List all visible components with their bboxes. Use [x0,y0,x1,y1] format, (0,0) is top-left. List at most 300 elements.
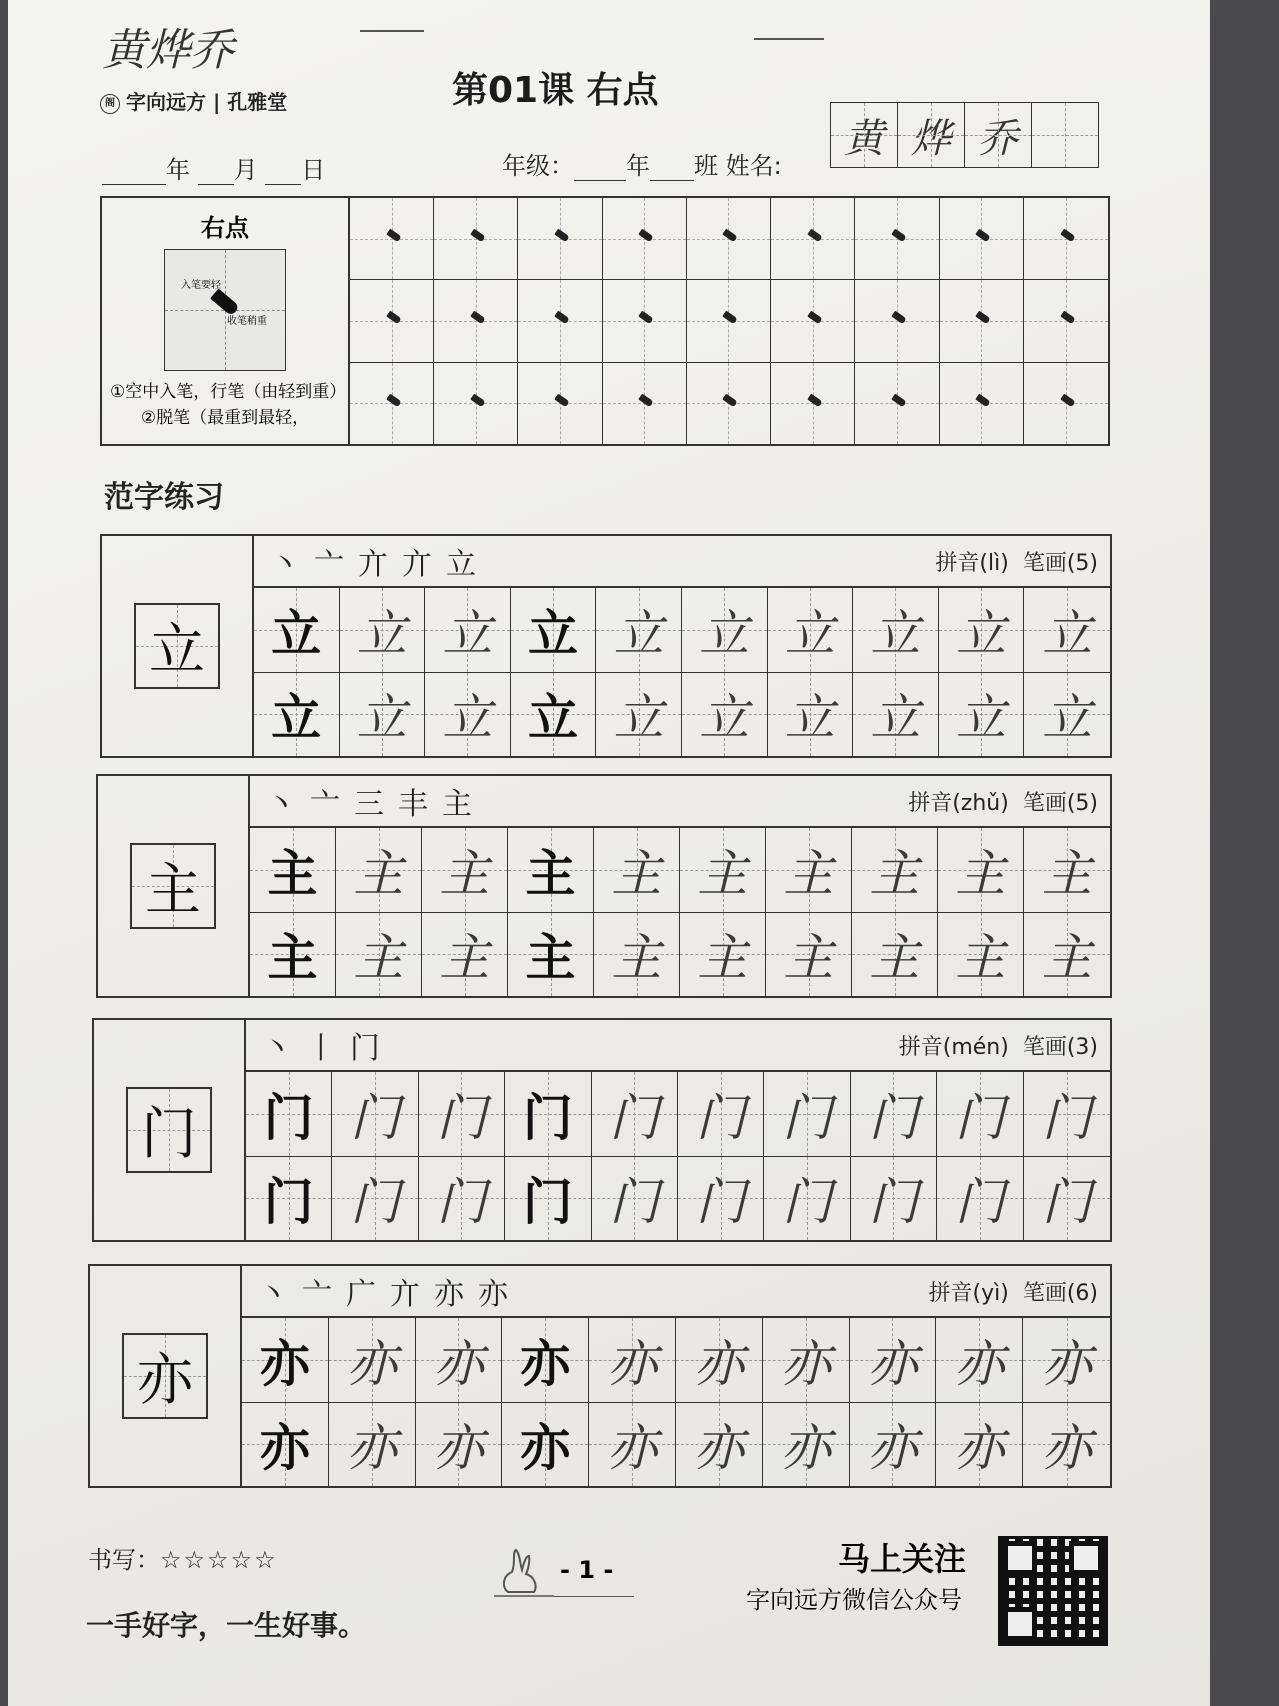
practice-glyph: 门 [1041,1173,1092,1232]
stroke-order-step: 门 [350,1031,394,1066]
stroke-order [266,779,486,823]
class-blank[interactable] [650,152,694,181]
dot-stroke-icon [470,393,485,407]
model-character-glyph: 亦 [137,1348,193,1413]
practice-glyph: 门 [954,1088,1005,1147]
follow-subtitle: 字向远方微信公众号 [746,1586,962,1614]
name-boxes [830,102,1099,168]
practice-glyph: 立 [1042,604,1093,663]
practice-cell[interactable] [502,1403,589,1487]
practice-cell[interactable] [425,588,511,672]
practice-cell[interactable] [850,1403,937,1487]
character-meta [928,1276,1098,1307]
rating-stars[interactable]: ☆☆☆☆☆ [160,1546,278,1574]
practice-glyph: 立 [528,688,579,748]
practice-cell[interactable] [242,1318,329,1402]
practice-block [92,1018,1112,1242]
practice-cell[interactable] [242,1403,329,1487]
practice-glyph: 主 [525,928,576,988]
strokes-value: (5) [1066,550,1098,576]
grade-blank[interactable] [574,152,626,181]
practice-glyph: 亦 [520,1333,571,1393]
practice-block [100,534,1112,758]
diagram-label-bottom: 收笔稍重 [227,316,267,327]
practice-cell[interactable] [938,913,1024,997]
practice-cell[interactable] [336,828,422,912]
practice-cell[interactable] [505,1072,591,1156]
practice-cell[interactable] [764,1072,850,1156]
practice-glyph: 门 [868,1088,919,1147]
practice-glyph: 亦 [346,1419,397,1478]
practice-cell[interactable] [853,673,939,757]
model-character-area [102,536,254,756]
practice-cell[interactable] [511,588,597,672]
stroke-cell[interactable] [855,363,939,444]
practice-glyph: 亦 [1041,1334,1092,1393]
practice-cell[interactable] [936,1403,1023,1487]
model-character [122,1333,208,1419]
practice-cell[interactable] [340,673,426,757]
stroke-cell[interactable] [603,198,687,280]
practice-glyph: 门 [522,1172,573,1232]
stroke-cell[interactable] [687,198,771,280]
stroke-order-header [254,536,1110,588]
stroke-cell[interactable] [1024,198,1108,280]
practice-cell[interactable] [596,588,682,672]
stroke-order-header [242,1266,1110,1318]
page-number: - 1 - [560,1556,614,1584]
practice-glyph: 立 [356,689,407,748]
practice-cell[interactable] [246,1072,332,1156]
practice-cell[interactable] [853,588,939,672]
practice-cell[interactable] [1023,1403,1110,1487]
practice-cell[interactable] [763,1403,850,1487]
practice-cell[interactable] [508,913,594,997]
strokes-label: 笔画 [1022,790,1067,816]
dot-stroke-icon [470,229,485,243]
practice-cell[interactable] [1023,1318,1110,1402]
dot-stroke-icon [386,311,401,325]
practice-row [254,588,1110,672]
stroke-order-step: 广 [346,1277,390,1312]
stroke-cell[interactable] [350,280,434,362]
stroke-cell[interactable] [603,280,687,362]
practice-cell[interactable] [936,1318,1023,1402]
model-character-area [94,1020,246,1240]
dot-stroke-icon [1060,393,1075,407]
dot-stroke-icon [554,393,569,407]
practice-cell[interactable] [332,1072,418,1156]
practice-glyph: 立 [271,688,322,748]
practice-cell[interactable] [592,1157,678,1241]
pinyin-value: (mén) [942,1034,1009,1060]
practice-glyph: 立 [613,689,664,748]
practice-glyph: 主 [611,844,662,903]
stroke-practice-box [100,196,1110,446]
practice-glyph: 立 [528,603,579,663]
practice-glyph: 立 [1042,689,1093,748]
practice-glyph: 门 [609,1088,660,1147]
practice-cell[interactable] [1024,588,1110,672]
dot-stroke-icon [723,311,738,325]
practice-cell[interactable] [250,828,336,912]
model-character-glyph: 门 [141,1102,197,1167]
practice-row [250,828,1110,912]
practice-area [250,776,1110,996]
dot-stroke-icon [807,311,822,325]
stroke-cell[interactable] [434,198,518,280]
practice-glyph: 门 [522,1087,573,1147]
dot-stroke-icon [386,229,401,243]
practice-cell[interactable] [329,1403,416,1487]
practice-glyph: 立 [870,604,921,663]
practice-cell[interactable] [254,673,340,757]
practice-glyph: 门 [350,1088,401,1147]
model-character-area [98,776,250,996]
practice-glyph: 门 [263,1087,314,1147]
practice-cell[interactable] [246,1157,332,1241]
dot-stroke-icon [1060,229,1075,243]
stroke-cell[interactable] [434,363,518,444]
stroke-cell[interactable] [940,198,1024,280]
dot-stroke-icon [386,393,401,407]
month-blank[interactable] [198,156,234,185]
practice-cell[interactable] [678,1157,764,1241]
practice-cell[interactable] [768,588,854,672]
stroke-cell[interactable] [603,363,687,444]
practice-cell[interactable] [680,828,766,912]
practice-cell[interactable] [422,828,508,912]
practice-glyph: 亦 [520,1418,571,1478]
rating-label: 书写： [88,1546,160,1574]
name-cell[interactable]: 烨 [898,103,965,167]
stroke-order-step: 丶 [266,787,310,822]
day-blank[interactable] [265,156,301,185]
stroke-cell[interactable] [940,363,1024,444]
practice-glyph: 亦 [259,1333,310,1393]
handwritten-name: 黄烨乔 [102,25,234,76]
grade-class-field [502,146,782,181]
pinyin-value: (yì) [972,1280,1009,1306]
stroke-order-step: 亦 [478,1277,522,1312]
practice-cell[interactable] [676,1318,763,1402]
dot-stroke-icon [807,393,822,407]
practice-cell[interactable] [416,1318,503,1402]
practice-row [242,1402,1110,1487]
model-character-area [90,1266,242,1486]
practice-cell[interactable] [937,1157,1023,1241]
model-character-glyph: 主 [145,858,201,923]
stroke-order-step: 亠 [310,787,354,822]
year-label: 年 [166,156,190,184]
practice-cell[interactable] [332,1157,418,1241]
practice-glyph: 立 [784,689,835,748]
practice-glyph: 主 [439,844,490,903]
practice-cell[interactable] [1024,1157,1110,1241]
stroke-cell[interactable] [940,280,1024,362]
character-meta [899,1030,1098,1061]
practice-glyph: 门 [695,1173,746,1232]
practice-cell[interactable] [592,1072,678,1156]
grade-year-label: 年 [626,152,650,180]
practice-cell[interactable] [676,1403,763,1487]
practice-cell[interactable] [768,673,854,757]
worksheet-paper [8,0,1210,1706]
practice-glyph: 门 [350,1173,401,1232]
practice-cell[interactable] [852,828,938,912]
practice-glyph: 亦 [693,1419,744,1478]
brand-logo [100,86,287,115]
rating [88,1540,278,1575]
stroke-cell[interactable] [350,198,434,280]
stroke-grid [350,198,1108,444]
pinyin-label: 拼音 [908,790,953,816]
practice-cell[interactable] [502,1318,589,1402]
stroke-explanation [102,198,350,444]
practice-cell[interactable] [419,1157,505,1241]
stroke-cell[interactable] [687,363,771,444]
practice-cell[interactable] [678,1072,764,1156]
practice-cell[interactable] [1024,828,1110,912]
dot-stroke-icon [554,229,569,243]
stroke-order-step: 丨 [306,1031,350,1066]
practice-glyph: 主 [267,928,318,988]
stroke-cell[interactable] [855,198,939,280]
brand-seal: 阁 [100,94,120,114]
practice-cell[interactable] [852,913,938,997]
strokes-label: 笔画 [1022,550,1067,576]
practice-cell[interactable] [851,1157,937,1241]
dot-stroke-icon [807,229,822,243]
practice-cell[interactable] [416,1403,503,1487]
practice-row [250,912,1110,997]
class-name-label: 班 姓名: [694,152,782,180]
motto: 一手好字，一生好事。 [86,1609,367,1642]
practice-cell[interactable] [939,673,1025,757]
practice-cell[interactable] [766,828,852,912]
stroke-instruction-2: ②脱笔（最重到最轻， [140,408,310,428]
practice-cell[interactable] [594,913,680,997]
practice-cell[interactable] [938,828,1024,912]
practice-glyph: 门 [436,1088,487,1147]
stroke-order-header [250,776,1110,828]
practice-cell[interactable] [505,1157,591,1241]
practice-glyph: 主 [955,929,1006,988]
practice-glyph: 立 [271,603,322,663]
stroke-order-step: 丰 [398,787,442,822]
stroke-cell[interactable] [518,363,602,444]
strokes-value: (5) [1066,790,1098,816]
practice-cell[interactable] [596,673,682,757]
practice-glyph: 门 [782,1173,833,1232]
practice-cell[interactable] [336,913,422,997]
practice-glyph: 亦 [259,1418,310,1478]
practice-cell[interactable] [851,1072,937,1156]
practice-section-title: 范字练习 [104,480,224,515]
stroke-title: 右点 [201,214,249,242]
practice-cell[interactable] [939,588,1025,672]
practice-glyph: 门 [695,1088,746,1147]
stroke-cell[interactable] [771,198,855,280]
top-mark-left [360,30,424,32]
character-meta [908,786,1098,817]
month-label: 月 [233,156,258,184]
stroke-order [258,1269,522,1313]
practice-glyph: 主 [869,929,920,988]
practice-glyph: 主 [783,929,834,988]
practice-cell[interactable] [425,673,511,757]
practice-cell[interactable] [250,913,336,997]
stroke-order [262,1023,394,1067]
practice-glyph: 主 [1042,844,1092,903]
practice-glyph: 立 [442,689,493,748]
practice-block [96,774,1112,998]
practice-row [242,1318,1110,1402]
practice-cell[interactable] [511,673,597,757]
practice-cell[interactable] [682,673,768,757]
practice-glyph: 立 [870,689,921,748]
stroke-cell[interactable] [350,363,434,444]
stroke-cell[interactable] [1024,280,1108,362]
name-cell[interactable] [1032,103,1098,167]
stroke-cell[interactable] [518,280,602,362]
practice-row [246,1072,1110,1156]
follow-title: 马上关注 [838,1540,967,1578]
practice-cell[interactable] [340,588,426,672]
practice-glyph: 主 [525,843,576,903]
date-field [102,150,325,185]
practice-block [88,1264,1112,1488]
stroke-instruction-1: ①空中入笔，行笔（由轻到重） [110,382,347,402]
practice-cell[interactable] [937,1072,1023,1156]
day-label: 日 [301,156,326,184]
practice-cell[interactable] [254,588,340,672]
practice-glyph: 主 [353,929,404,988]
dot-stroke-icon [891,229,906,243]
practice-glyph: 主 [439,929,490,988]
strokes-label: 笔画 [1022,1034,1067,1060]
stroke-cell[interactable] [771,280,855,362]
practice-glyph: 门 [1041,1088,1092,1147]
stroke-cell[interactable] [855,280,939,362]
stroke-order-step: 亠 [302,1277,346,1312]
stroke-order-step: 丶 [270,547,314,582]
pinyin-value: (lì) [979,550,1009,576]
grade-label: 年级： [502,152,574,180]
practice-row [246,1156,1110,1241]
practice-cell[interactable] [763,1318,850,1402]
practice-glyph: 立 [356,604,407,663]
stroke-order-step: 亣 [358,547,402,582]
stroke-order-step: 三 [354,787,398,822]
pinyin-value: (zhǔ) [952,790,1009,816]
practice-row [254,672,1110,757]
practice-glyph: 主 [1042,929,1092,988]
dot-stroke-icon [723,393,738,407]
stroke-order-step: 亦 [434,1277,478,1312]
practice-cell[interactable] [764,1157,850,1241]
practice-cell[interactable] [766,913,852,997]
stroke-cell[interactable] [518,198,602,280]
year-blank[interactable] [102,156,166,185]
practice-glyph: 亦 [780,1334,831,1393]
dot-stroke-icon [891,311,906,325]
model-character [130,843,216,929]
dot-stroke-icon [639,311,654,325]
name-cell[interactable]: 黄 [831,103,898,167]
practice-cell[interactable] [419,1072,505,1156]
dot-stroke-icon [975,393,990,407]
practice-cell[interactable] [1024,673,1110,757]
dot-stroke-icon [1060,311,1075,325]
stroke-order-step: 丶 [258,1277,302,1312]
practice-cell[interactable] [1024,1072,1110,1156]
practice-cell[interactable] [329,1318,416,1402]
practice-glyph: 立 [784,604,835,663]
practice-glyph: 主 [869,844,920,903]
strokes-label: 笔画 [1022,1280,1067,1306]
practice-cell[interactable] [850,1318,937,1402]
top-mark-right [754,38,824,40]
stroke-order-step: 亣 [402,547,446,582]
stroke-cell[interactable] [771,363,855,444]
dot-stroke-icon [639,229,654,243]
practice-cell[interactable] [589,1403,676,1487]
practice-glyph: 立 [699,604,750,663]
practice-cell[interactable] [422,913,508,997]
practice-cell[interactable] [680,913,766,997]
page-number-rule [554,1596,634,1597]
practice-glyph: 主 [267,843,318,903]
pinyin-label: 拼音 [928,1280,973,1306]
stroke-order-step: 亣 [390,1277,434,1312]
practice-glyph: 门 [436,1173,487,1232]
practice-glyph: 立 [699,689,750,748]
stroke-cell[interactable] [687,280,771,362]
practice-cell[interactable] [589,1318,676,1402]
model-character-glyph: 立 [149,618,205,683]
practice-glyph: 立 [613,604,664,663]
practice-glyph: 主 [697,929,748,988]
qr-code[interactable] [998,1536,1108,1646]
stroke-order-step: 丶 [262,1031,306,1066]
practice-area [242,1266,1110,1486]
practice-cell[interactable] [682,588,768,672]
name-cell[interactable]: 乔 [965,103,1032,167]
practice-glyph: 门 [782,1088,833,1147]
practice-glyph: 门 [609,1173,660,1232]
practice-glyph: 亦 [433,1334,484,1393]
character-meta [935,546,1098,577]
practice-glyph: 主 [697,844,748,903]
practice-cell[interactable] [508,828,594,912]
dot-stroke-icon [554,311,569,325]
practice-glyph: 亦 [433,1419,484,1478]
pinyin-label: 拼音 [898,1034,943,1060]
practice-glyph: 主 [353,844,404,903]
rabbit-icon [494,1548,554,1600]
diagram-label-top: 入笔要轻 [181,280,221,291]
stroke-cell[interactable] [1024,363,1108,444]
page-number-area [494,1548,644,1600]
strokes-value: (6) [1066,1280,1098,1306]
brand-text: 字向远方 | 孔雅堂 [126,90,288,114]
practice-cell[interactable] [1024,913,1110,997]
practice-glyph: 门 [954,1173,1005,1232]
practice-cell[interactable] [594,828,680,912]
model-character [134,603,220,689]
stroke-cell[interactable] [434,280,518,362]
